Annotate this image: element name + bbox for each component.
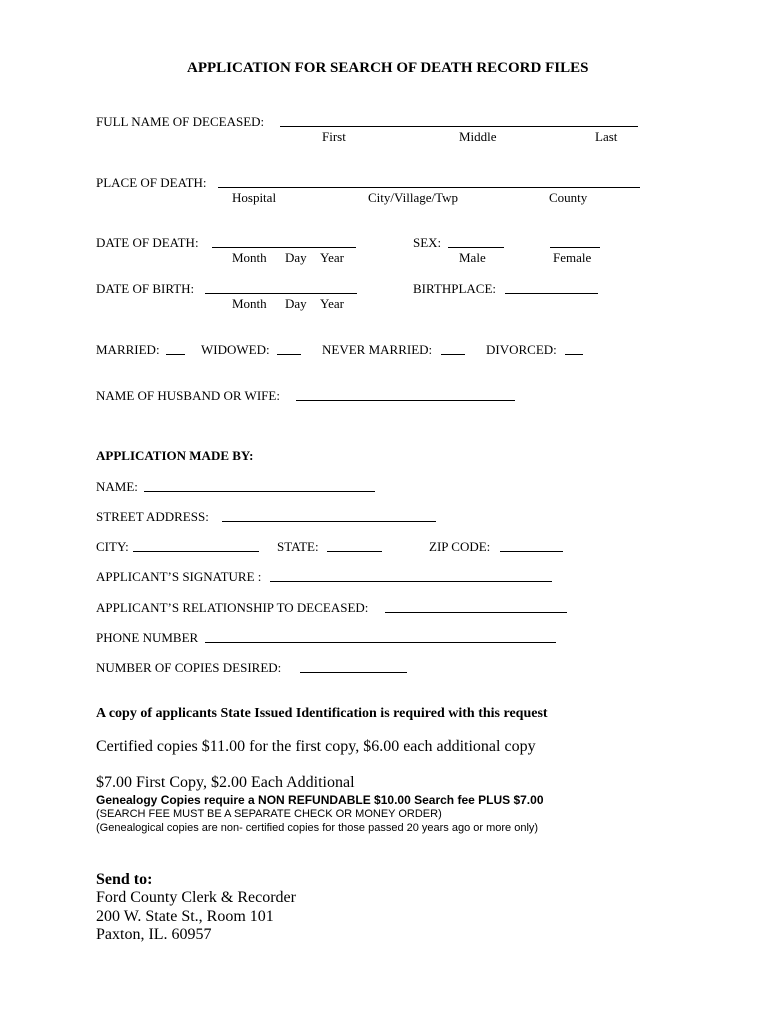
- death-year-caption: Year: [320, 250, 344, 265]
- spouse-name-label: NAME OF HUSBAND OR WIFE:: [96, 388, 280, 403]
- send-to-heading: Send to:: [96, 871, 153, 888]
- male-caption: Male: [459, 250, 486, 265]
- city-label: CITY:: [96, 539, 129, 554]
- spouse-name-field[interactable]: [296, 400, 515, 401]
- sex-label: SEX:: [413, 235, 442, 250]
- genealogy-fee-note: Genealogy Copies require a NON REFUNDABLE $10.00 Search fee PLUS $7.00: [96, 793, 544, 807]
- death-month-caption: Month: [232, 250, 267, 265]
- divorced-label: DIVORCED:: [486, 342, 557, 357]
- copies-desired-label: NUMBER OF COPIES DESIRED:: [96, 660, 282, 675]
- zip-code-label: ZIP CODE:: [429, 539, 491, 554]
- never-married-field[interactable]: [441, 354, 465, 355]
- divorced-field[interactable]: [565, 354, 583, 355]
- last-name-caption: Last: [595, 129, 618, 144]
- birth-year-caption: Year: [320, 296, 344, 311]
- female-caption: Female: [553, 250, 592, 265]
- state-field[interactable]: [327, 551, 382, 552]
- place-of-death-label: PLACE OF DEATH:: [96, 175, 207, 190]
- city-caption: City/Village/Twp: [368, 190, 459, 205]
- birthplace-label: BIRTHPLACE:: [413, 281, 497, 296]
- page-title: APPLICATION FOR SEARCH OF DEATH RECORD FILES: [187, 60, 589, 76]
- phone-number-field[interactable]: [205, 642, 556, 643]
- certified-copies-note: Certified copies $11.00 for the first copy, $6.00 each additional copy: [96, 738, 536, 755]
- applicant-heading: APPLICATION MADE BY:: [96, 448, 254, 463]
- signature-field[interactable]: [270, 581, 552, 582]
- place-of-death-field[interactable]: [218, 187, 640, 188]
- full-name-label: FULL NAME OF DECEASED:: [96, 114, 265, 129]
- applicant-name-label: NAME:: [96, 479, 138, 494]
- date-of-death-field[interactable]: [212, 247, 356, 248]
- county-caption: County: [549, 190, 588, 205]
- never-married-label: NEVER MARRIED:: [322, 342, 433, 357]
- sex-female-field[interactable]: [550, 247, 600, 248]
- address-line-3: Paxton, IL. 60957: [96, 926, 212, 943]
- date-of-birth-field[interactable]: [205, 293, 357, 294]
- death-day-caption: Day: [285, 250, 307, 265]
- search-fee-note: (SEARCH FEE MUST BE A SEPARATE CHECK OR MONEY ORDER): [96, 808, 442, 820]
- address-line-1: Ford County Clerk & Recorder: [96, 889, 296, 906]
- street-address-field[interactable]: [222, 521, 436, 522]
- address-line-2: 200 W. State St., Room 101: [96, 908, 274, 925]
- sex-male-field[interactable]: [448, 247, 504, 248]
- hospital-caption: Hospital: [232, 190, 277, 205]
- state-label: STATE:: [277, 539, 319, 554]
- genealogical-copies-note: (Genealogical copies are non- certified copies for those passed 20 years ago or more only): [96, 822, 539, 834]
- relationship-field[interactable]: [385, 612, 567, 613]
- copies-desired-field[interactable]: [300, 672, 407, 673]
- city-field[interactable]: [133, 551, 259, 552]
- date-of-death-label: DATE OF DEATH:: [96, 235, 199, 250]
- zip-code-field[interactable]: [500, 551, 563, 552]
- widowed-field[interactable]: [277, 354, 301, 355]
- first-name-caption: First: [322, 129, 346, 144]
- date-of-birth-label: DATE OF BIRTH:: [96, 281, 195, 296]
- phone-number-label: PHONE NUMBER: [96, 630, 199, 645]
- birthplace-field[interactable]: [505, 293, 598, 294]
- married-label: MARRIED:: [96, 342, 160, 357]
- full-name-field[interactable]: [280, 126, 638, 127]
- street-address-label: STREET ADDRESS:: [96, 509, 209, 524]
- birth-day-caption: Day: [285, 296, 307, 311]
- signature-label: APPLICANT’S SIGNATURE :: [96, 569, 262, 584]
- birth-month-caption: Month: [232, 296, 267, 311]
- relationship-label: APPLICANT’S RELATIONSHIP TO DECEASED:: [96, 600, 369, 615]
- id-required-note: A copy of applicants State Issued Identification is required with this request: [96, 706, 548, 721]
- genealogy-price-note: $7.00 First Copy, $2.00 Each Additional: [96, 774, 355, 791]
- applicant-name-field[interactable]: [144, 491, 375, 492]
- widowed-label: WIDOWED:: [201, 342, 270, 357]
- middle-name-caption: Middle: [459, 129, 497, 144]
- married-field[interactable]: [166, 354, 185, 355]
